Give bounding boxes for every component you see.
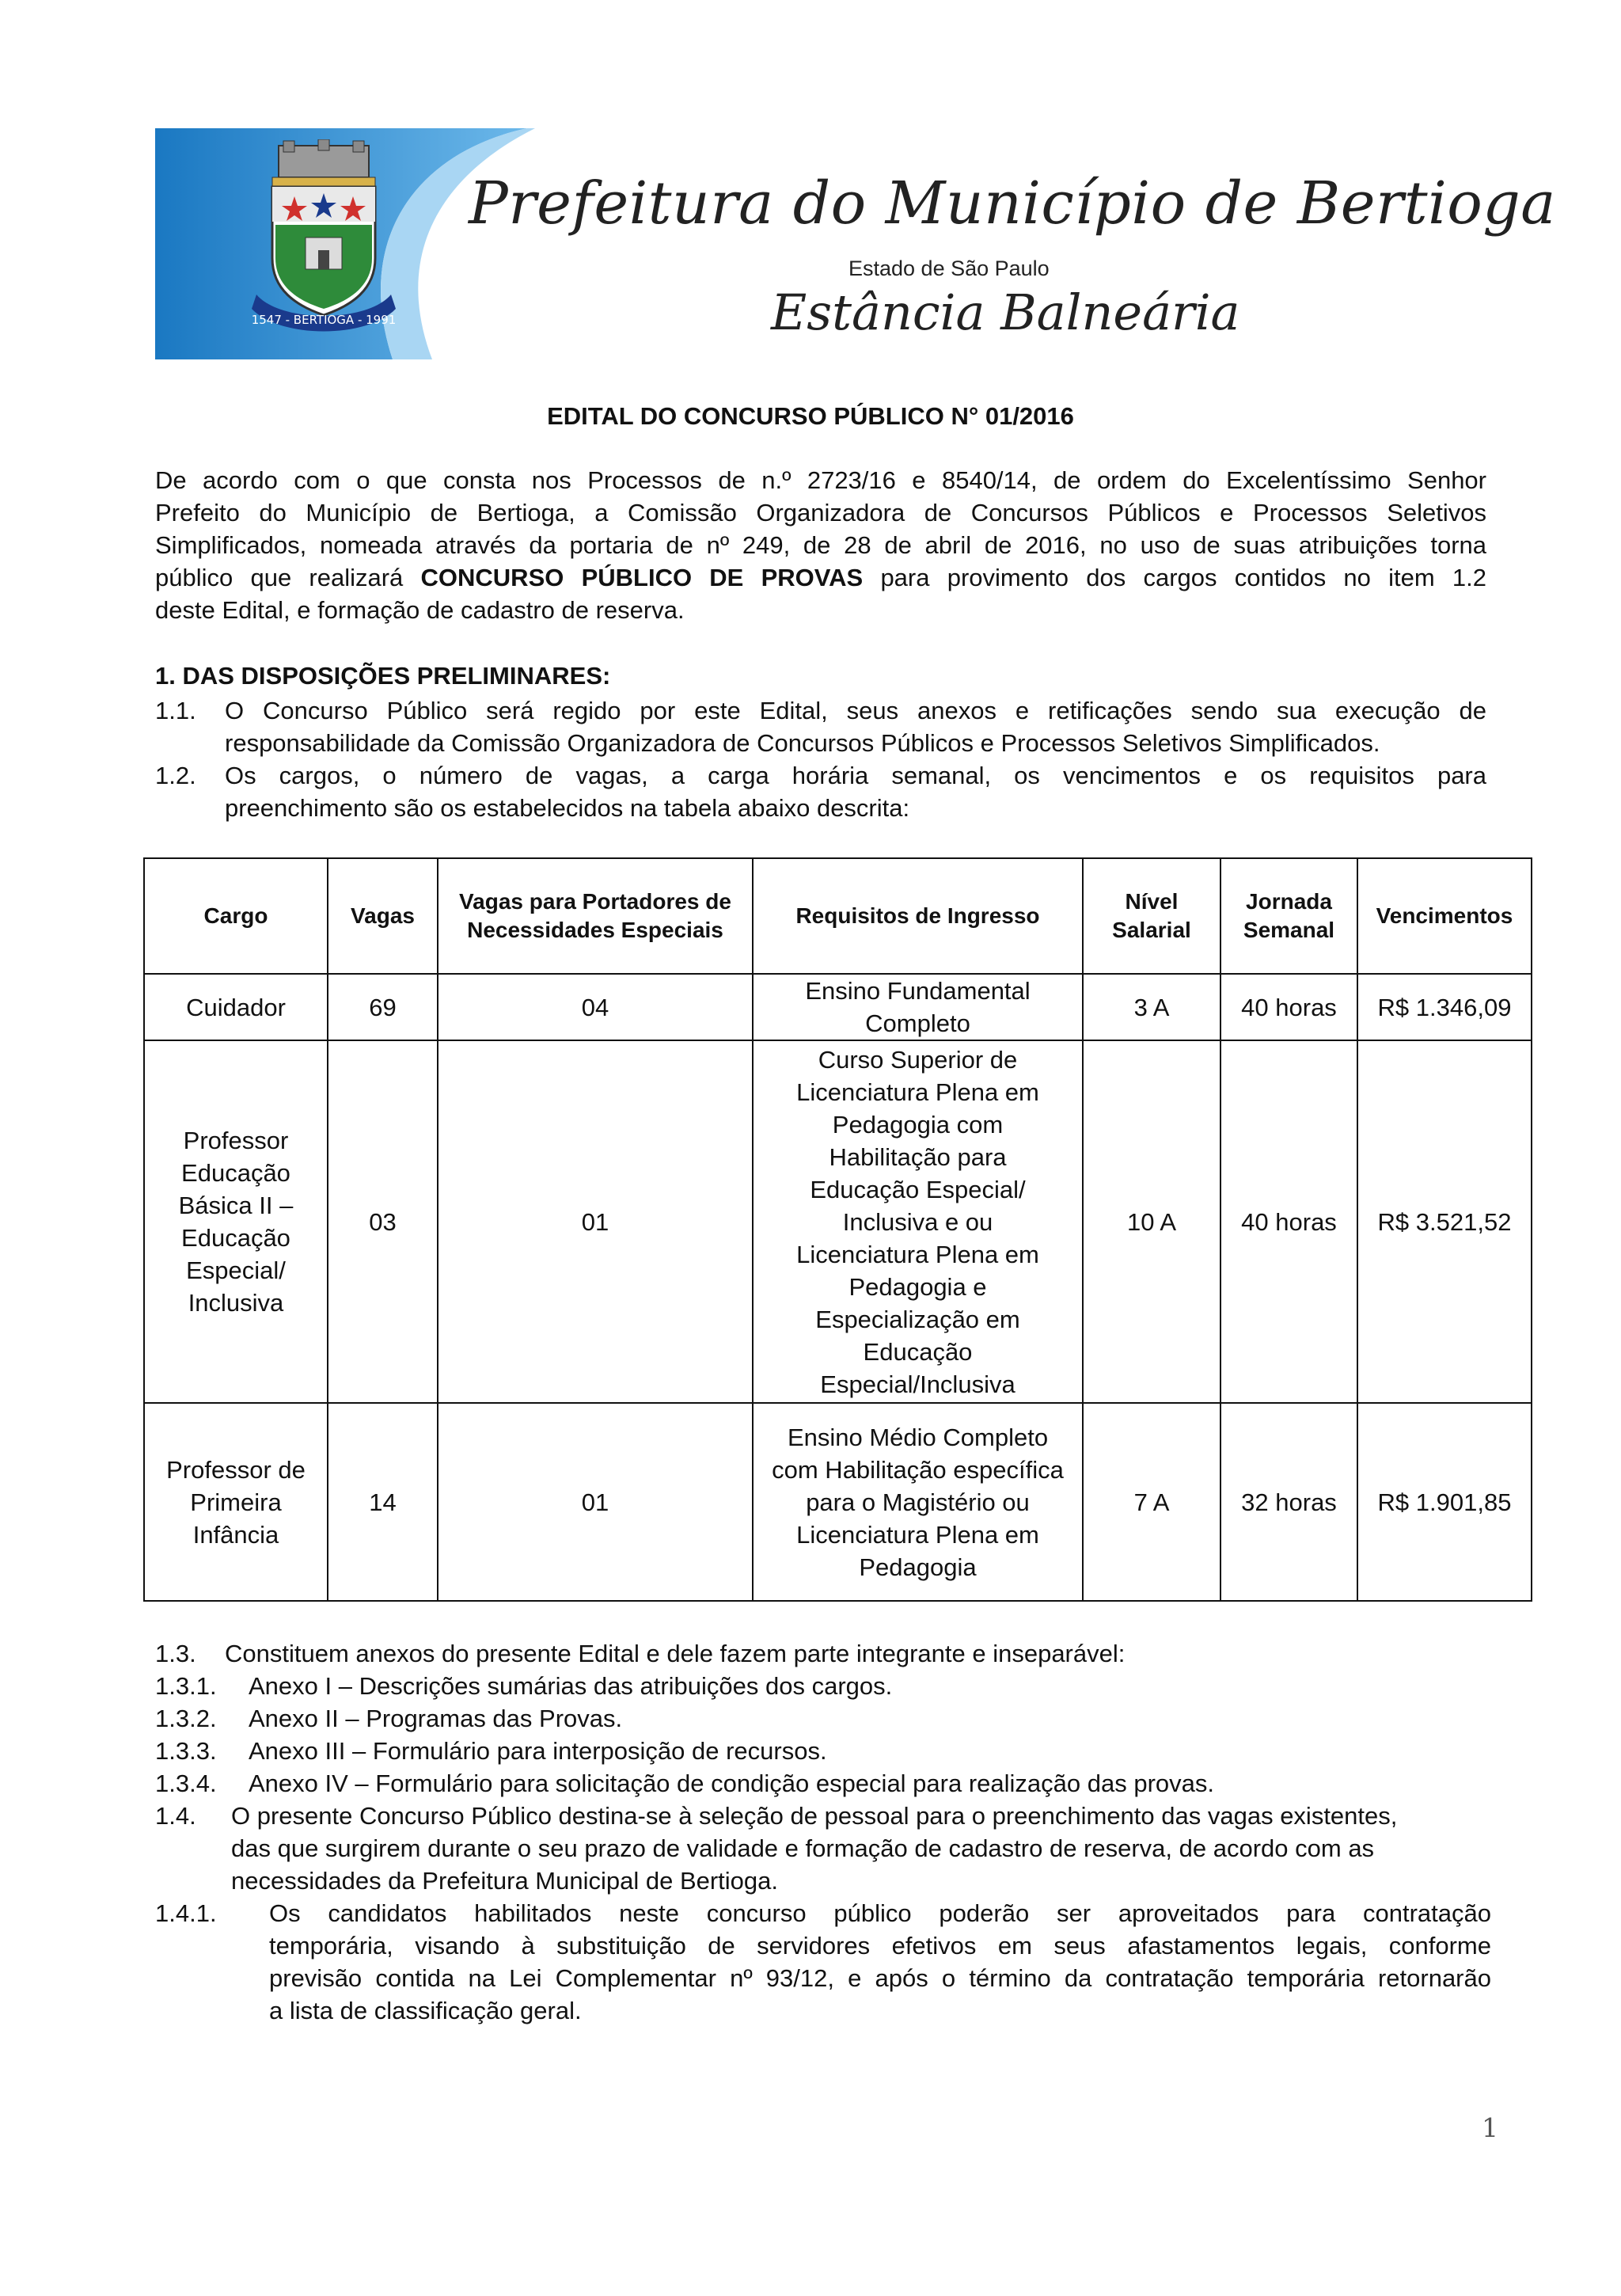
intro-emphasis: CONCURSO PÚBLICO DE PROVAS: [420, 564, 864, 591]
header-cell: Nível Salarial: [1083, 858, 1220, 974]
item-1-3-4: [155, 1767, 1493, 1800]
document-heading: EDITAL DO CONCURSO PÚBLICO N° 01/2016: [547, 402, 1074, 430]
item-line: Anexo I – Descrições sumárias das atribuições dos cargos.: [249, 1672, 893, 1700]
cell-cargo: Cuidador: [144, 974, 328, 1040]
item-line: previsão contida na Lei Complementar nº 93/12, e após o término da contratação temporária retornarão: [269, 1964, 1491, 1992]
header-cell: Vencimentos: [1357, 858, 1532, 974]
cell-nivel: 3 A: [1083, 974, 1220, 1040]
item-number: 1.4.1.: [155, 1899, 217, 1927]
intro-line: deste Edital, e formação de cadastro de reserva.: [155, 596, 685, 624]
header-cell: Cargo: [144, 858, 328, 974]
cell-requisitos: Ensino Médio Completo com Habilitação específica para o Magistério ou Licenciatura Plena em Pedagogia: [753, 1403, 1083, 1601]
item-line: Anexo IV – Formulário para solicitação de condição especial para realização das provas.: [249, 1770, 1215, 1797]
item-line: Os cargos, o número de vagas, a carga horária semanal, os vencimentos e os requisitos para: [225, 762, 1486, 789]
intro-line-mixed: [155, 561, 1486, 594]
item-1-3-1: [155, 1670, 1493, 1702]
cell-pne: 04: [438, 974, 753, 1040]
item-line: O presente Concurso Público destina-se à seleção de pessoal para o preenchimento das vagas existentes,: [231, 1802, 1398, 1830]
item-line: Os candidatos habilitados neste concurso público poderão ser aproveitados para contratação: [269, 1899, 1491, 1927]
item-line: responsabilidade da Comissão Organizadora de Concursos Públicos e Processos Seletivos Simplificados.: [225, 729, 1380, 757]
cell-vagas: 14: [328, 1403, 438, 1601]
item-number: 1.3.1.: [155, 1672, 217, 1700]
item-line: Anexo II – Programas das Provas.: [249, 1705, 623, 1732]
item-1-4: [155, 1800, 1493, 1897]
header-banner: [155, 128, 1556, 359]
seal-text: 1547 - BERTIOGA - 1991: [251, 313, 397, 327]
item-number: 1.3.4.: [155, 1770, 217, 1797]
item-number: 1.4.: [155, 1802, 196, 1830]
item-line: temporária, visando à substituição de servidores efetivos em seus afastamentos legais, conforme: [269, 1932, 1491, 1960]
item-line: Constituem anexos do presente Edital e dele fazem parte integrante e inseparável:: [225, 1640, 1126, 1667]
cell-pne: 01: [438, 1040, 753, 1403]
table-row: [144, 974, 1532, 1040]
cell-jornada: 40 horas: [1220, 1040, 1357, 1403]
intro-line: De acordo com o que consta nos Processos de n.º 2723/16 e 8540/14, de ordem do Excelentíssimo Senhor: [155, 466, 1486, 494]
intro-text: público que realizará: [155, 564, 404, 591]
item-1-3-3: [155, 1735, 1493, 1767]
item-line: das que surgirem durante o seu prazo de validade e formação de cadastro de reserva, de acordo com as: [231, 1834, 1375, 1862]
intro-line: Prefeito do Município de Bertioga, a Comissão Organizadora de Concursos Públicos e Processos Seletivos: [155, 499, 1486, 526]
intro-paragraph: [155, 464, 1486, 626]
table-row: [144, 1403, 1532, 1601]
intro-line: Simplificados, nomeada através da portaria de nº 249, de 28 de abril de 2016, no uso de suas atribuições torna: [155, 531, 1486, 559]
header-cell: Requisitos de Ingresso: [753, 858, 1083, 974]
cell-jornada: 32 horas: [1220, 1403, 1357, 1601]
banner-title: Prefeitura do Município de Bertioga: [469, 169, 1556, 238]
banner-subtitle: Estância Balneária: [771, 283, 1240, 341]
item-number: 1.1.: [155, 697, 196, 724]
page-number: 1: [1482, 2112, 1498, 2143]
cell-vagas: 69: [328, 974, 438, 1040]
table-header-row: [144, 858, 1532, 974]
item-1-3-2: [155, 1702, 1493, 1735]
item-1-1: [155, 694, 1486, 759]
item-line: a lista de classificação geral.: [269, 1997, 582, 2024]
coat-of-arms-icon: [249, 139, 399, 347]
header-cell: Jornada Semanal: [1220, 858, 1357, 974]
item-1-4-1: [155, 1897, 1493, 2027]
header-cell: Vagas para Portadores de Necessidades Especiais: [438, 858, 753, 974]
cell-pne: 01: [438, 1403, 753, 1601]
cell-nivel: 10 A: [1083, 1040, 1220, 1403]
item-number: 1.3.2.: [155, 1705, 217, 1732]
item-1-3: [155, 1637, 1493, 1670]
item-line: Anexo III – Formulário para interposição de recursos.: [249, 1737, 827, 1765]
section-title: 1. DAS DISPOSIÇÕES PRELIMINARES:: [155, 662, 611, 690]
item-number: 1.3.: [155, 1640, 196, 1667]
intro-text: para provimento dos cargos contidos no item 1.2: [880, 564, 1486, 591]
positions-table: [143, 857, 1532, 1602]
item-number: 1.2.: [155, 762, 196, 789]
cell-requisitos: Ensino Fundamental Completo: [753, 974, 1083, 1040]
cell-jornada: 40 horas: [1220, 974, 1357, 1040]
cell-requisitos: Curso Superior de Licenciatura Plena em Pedagogia com Habilitação para Educação Especial/ Inclusiva e ou Licenciatura Plena em Pedagogia e Especialização em Educação Especial/Inclusiva: [753, 1040, 1083, 1403]
cell-vencimentos: R$ 1.346,09: [1357, 974, 1532, 1040]
table-row: [144, 1040, 1532, 1403]
item-number: 1.3.3.: [155, 1737, 217, 1765]
item-1-2: [155, 759, 1486, 824]
cell-nivel: 7 A: [1083, 1403, 1220, 1601]
item-line: preenchimento são os estabelecidos na tabela abaixo descrita:: [225, 794, 910, 822]
cell-vencimentos: R$ 1.901,85: [1357, 1403, 1532, 1601]
cell-vagas: 03: [328, 1040, 438, 1403]
cell-vencimentos: R$ 3.521,52: [1357, 1040, 1532, 1403]
header-cell: Vagas: [328, 858, 438, 974]
cell-cargo: Professor de Primeira Infância: [144, 1403, 328, 1601]
item-line: necessidades da Prefeitura Municipal de Bertioga.: [231, 1867, 779, 1895]
banner-state: Estado de São Paulo: [848, 257, 1050, 280]
cell-cargo: Professor Educação Básica II – Educação Especial/ Inclusiva: [144, 1040, 328, 1403]
item-line: O Concurso Público será regido por este Edital, seus anexos e retificações sendo sua execução de: [225, 697, 1486, 724]
